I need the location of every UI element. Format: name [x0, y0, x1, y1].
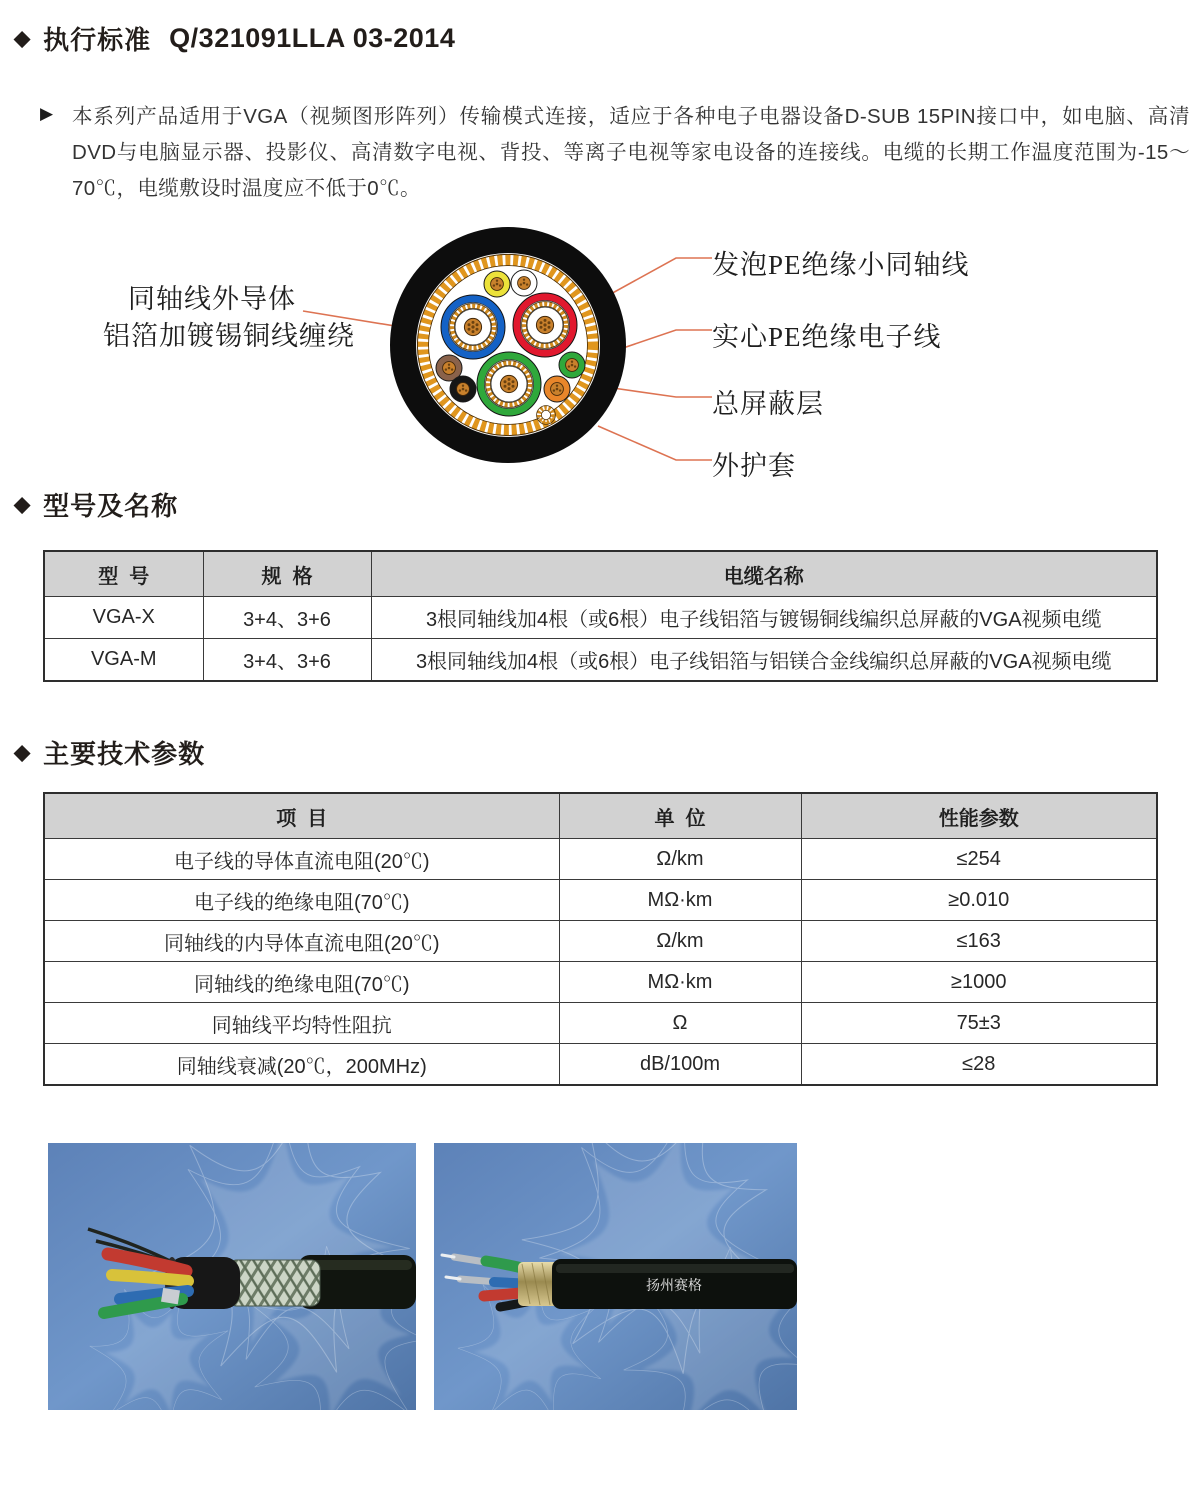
table-row: [44, 1003, 1157, 1044]
param-unit-cell: dB/100m: [559, 1044, 801, 1086]
param-item-cell: 电子线的绝缘电阻(70℃): [44, 880, 559, 921]
coax-tip: [446, 1277, 460, 1279]
coax-tip: [442, 1255, 454, 1257]
table-row: [44, 639, 1157, 682]
model-header-name: 电缆名称: [371, 551, 1157, 597]
product-photo-right-art: [434, 1143, 797, 1410]
table-row: [44, 839, 1157, 880]
param-table: [43, 792, 1158, 1086]
model-name-cell: 3根同轴线加4根（或6根）电子线铝箔与镀锡铜线编织总屏蔽的VGA视频电缆: [371, 597, 1157, 639]
model-name-cell: 3根同轴线加4根（或6根）电子线铝箔与铝镁合金线编织总屏蔽的VGA视频电缆: [371, 639, 1157, 682]
intro-text: 本系列产品适用于VGA（视频图形阵列）传输模式连接，适应于各种电子电器设备D-SUB 15PIN接口中，如电脑、高清DVD与电脑显示器、投影仪、高清数字电视、背投、等离子电视等家电设备的连接线。电缆的长期工作温度范围为-15～70℃，电缆敷设时温度应不低于0℃。: [72, 105, 1190, 200]
param-unit-cell: Ω/km: [559, 921, 801, 962]
param-value-cell: ≤254: [801, 839, 1157, 880]
label-overall-shield: 总屏蔽层: [712, 389, 824, 419]
param-item-cell: 电子线的导体直流电阻(20℃): [44, 839, 559, 880]
cable-print-text: 扬州赛格: [646, 1277, 702, 1293]
triangle-bullet-icon: ▶: [40, 104, 54, 123]
models-section-heading: [14, 486, 178, 523]
leader-line-outer-sheath: [598, 426, 712, 460]
param-unit-cell: Ω/km: [559, 839, 801, 880]
param-table-header-row: [44, 793, 1157, 839]
standard-heading-label: 执行标准: [43, 25, 152, 55]
table-row: [44, 597, 1157, 639]
intro-paragraph: [40, 99, 1190, 207]
label-outer-sheath: 外护套: [712, 451, 796, 481]
param-unit-cell: MΩ·km: [559, 880, 801, 921]
param-value-cell: ≤163: [801, 921, 1157, 962]
param-unit-cell: MΩ·km: [559, 962, 801, 1003]
model-spec-cell: 3+4、3+6: [203, 639, 371, 682]
drain-braid-bundle: [537, 406, 556, 425]
coax-green: [477, 352, 541, 416]
param-header-value: 性能参数: [801, 793, 1157, 839]
product-photo-right: [434, 1143, 797, 1410]
param-item-cell: 同轴线平均特性阻抗: [44, 1003, 559, 1044]
cable-body: [390, 227, 626, 463]
standard-heading: [14, 20, 455, 57]
coax-blue: [441, 295, 505, 359]
param-value-cell: ≤28: [801, 1044, 1157, 1086]
param-item-cell: 同轴线的绝缘电阻(70℃): [44, 962, 559, 1003]
param-header-item: 项 目: [44, 793, 559, 839]
model-type-cell: VGA-M: [44, 639, 203, 682]
label-solid-pe-wire: 实心PE绝缘电子线: [712, 322, 942, 352]
standard-heading-value: Q/321091LLA 03-2014: [169, 23, 456, 53]
model-spec-cell: 3+4、3+6: [203, 597, 371, 639]
label-foam-pe-coax: 发泡PE绝缘小同轴线: [712, 250, 970, 280]
diamond-bullet-icon: ◆: [14, 493, 31, 516]
models-section-title: 型号及名称: [43, 491, 179, 521]
param-value-cell: ≥0.010: [801, 880, 1157, 921]
param-item-cell: 同轴线的内导体直流电阻(20℃): [44, 921, 559, 962]
model-header-type: 型 号: [44, 551, 203, 597]
table-row: [44, 1044, 1157, 1086]
param-item-cell: 同轴线衰减(20℃，200MHz): [44, 1044, 559, 1086]
label-coax-outer-conductor-line1: 同轴线外导体: [128, 284, 296, 314]
model-type-cell: VGA-X: [44, 597, 203, 639]
param-value-cell: ≥1000: [801, 962, 1157, 1003]
wire-yellow: [484, 271, 510, 297]
param-value-cell: 75±3: [801, 1003, 1157, 1044]
model-header-spec: 规 格: [203, 551, 371, 597]
params-section-title: 主要技术参数: [43, 739, 206, 769]
wire-black: [450, 376, 476, 402]
params-section-heading: [14, 734, 205, 771]
wire-yellow: [112, 1275, 188, 1281]
model-table-header-row: [44, 551, 1157, 597]
product-photo-left-art: [48, 1143, 416, 1410]
wire-green-small: [559, 352, 585, 378]
table-row: [44, 921, 1157, 962]
wire-orange-small: [544, 376, 570, 402]
diamond-bullet-icon: ◆: [14, 741, 31, 764]
diamond-bullet-icon: ◆: [14, 27, 31, 50]
label-coax-outer-conductor-line2: 铝箔加镀锡铜线缠绕: [103, 321, 355, 351]
foil-fragment: [161, 1288, 180, 1304]
param-unit-cell: Ω: [559, 1003, 801, 1044]
table-row: [44, 962, 1157, 1003]
product-photo-left: [48, 1143, 416, 1410]
param-header-unit: 单 位: [559, 793, 801, 839]
model-table: [43, 550, 1158, 682]
coax-red: [513, 293, 577, 357]
table-row: [44, 880, 1157, 921]
wire-white: [511, 270, 537, 296]
